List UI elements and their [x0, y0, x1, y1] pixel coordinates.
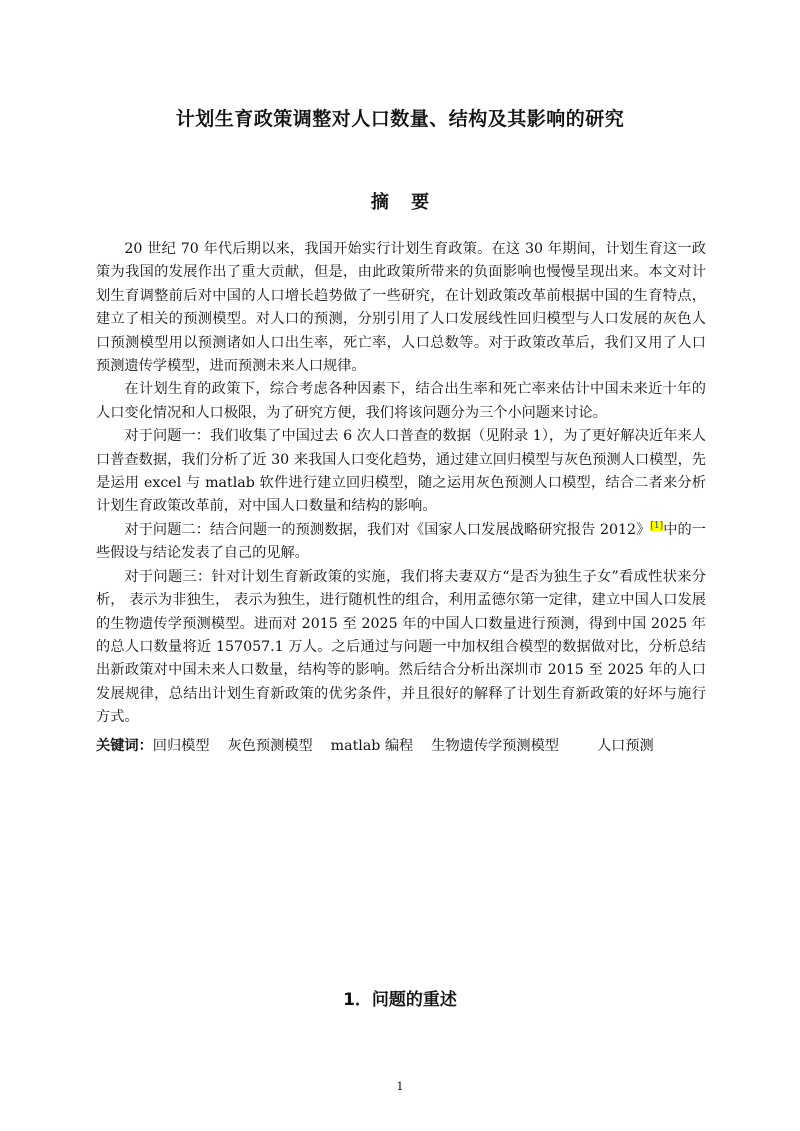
abstract-heading-char-1: 摘 [370, 192, 389, 213]
section-heading: 1．问题的重述 [343, 990, 457, 1010]
abstract-heading-char-2: 要 [411, 192, 430, 213]
keyword-item: 灰色预测模型 [227, 738, 313, 754]
paragraph-4-text-after: 中的一些假设与结论发表了自己的见解。 [96, 521, 706, 562]
keyword-item: 回归模型 [152, 738, 210, 754]
abstract-paragraph-1: 20 世纪 70 年代后期以来，我国开始实行计划生育政策。在这 30 年期间，计划生育这一政策为我国的发展作出了重大贡献，但是，由此政策所带来的负面影响也慢慢呈现出来。本文对计划生育调整前后对中国的人口增长趋势做了一些研究，在计划政策改革前根据中国的生育特点，建立了相关的预测模型。对人口的预测，分别引用了人口发展线性回归模型与人口发展的灰色人口预测模型用以预测诸如人口出生率，死亡率，人口总数等。对于政策改革后，我们又用了人口预测遗传学模型，进而预测未来人口规律。 [96, 241, 706, 375]
abstract-paragraph-2: 在计划生育的政策下，综合考虑各种因素下，结合出生率和死亡率来估计中国未来近十年的人口变化情况和人口极限，为了研究方便，我们将该问题分为三个小问题来讨论。 [96, 381, 706, 421]
citation-reference-link[interactable]: [1] [650, 521, 664, 532]
keyword-item: 生物遗传学预测模型 [431, 738, 559, 754]
paper-title: 计划生育政策调整对人口数量、结构及其影响的研究 [175, 108, 625, 130]
paragraph-4-text-before: 对于问题二：结合问题一的预测数据，我们对《国家人口发展战略研究报告 2012》 [124, 521, 651, 538]
abstract-paragraph-3: 对于问题一：我们收集了中国过去 6 次人口普查的数据（见附录 1），为了更好解决近年来人口普查数据，我们分析了近 30 来我国人口变化趋势，通过建立回归模型与灰色预测人口模型，先是运用 excel 与 matlab 软件进行建立回归模型，随之运用灰色预测人口模型，结合二者来分析计划生育政策改革前，对中国人口数量和结构的影响。 [96, 428, 706, 515]
keyword-item: matlab 编程 [330, 738, 414, 754]
abstract-paragraph-5: 对于问题三：针对计划生育新政策的实施，我们将夫妻双方“是否为独生子女”看成性状来分析， 表示为非独生， 表示为独生，进行随机性的组合，利用孟德尔第一定律，建立中国人口发展的生物遗传学预测模型。进而对 2015 至 2025 年的中国人口数量进行预测，得到中国 2025 年的总人口数量将近 157057.1 万人。之后通过与问题一中加权组合模型的数据做对比，分析总结出新政策对中国未来人口数量，结构等的影响。然后结合分析出深圳市 2015 至 2025 年的人口发展规律，总结出计划生育新政策的优劣条件，并且很好的解释了计划生育新政策的好坏与施行方式。 [96, 568, 706, 726]
page-number: 1 [396, 1080, 404, 1093]
keywords-line [96, 735, 736, 755]
keywords-label: 关键词： [96, 738, 153, 754]
abstract-body [96, 238, 706, 730]
keyword-item: 人口预测 [596, 738, 654, 754]
abstract-paragraph-4 [96, 519, 706, 566]
abstract-heading [0, 188, 800, 214]
